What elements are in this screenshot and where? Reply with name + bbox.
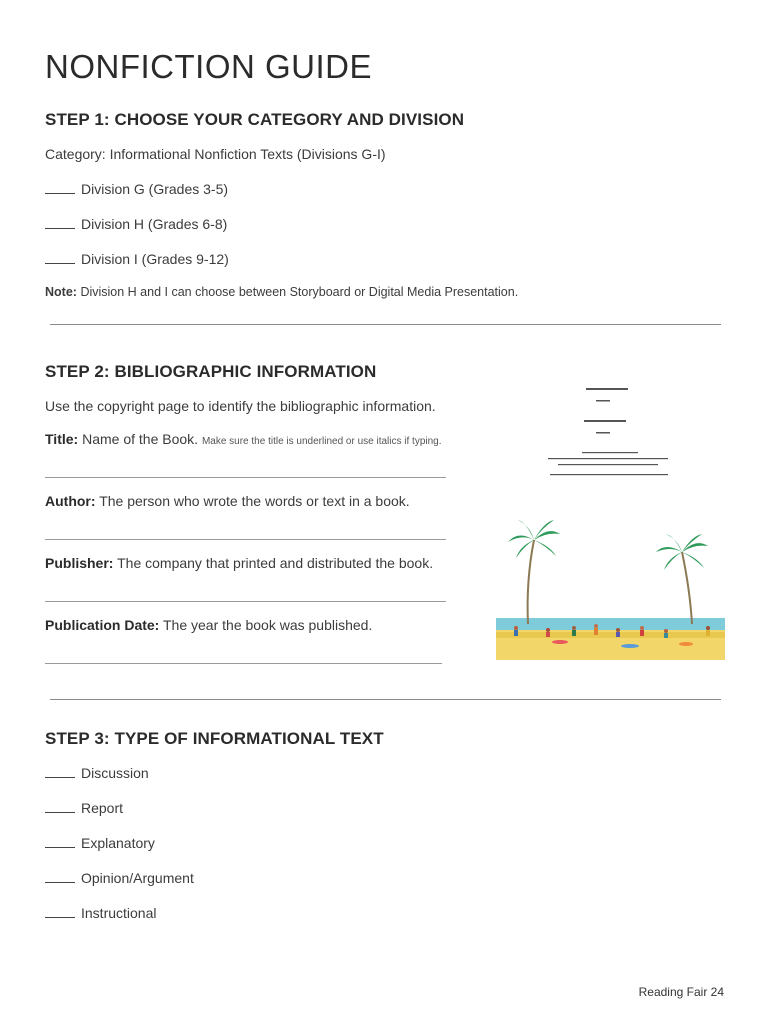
page-footer: Reading Fair 24 — [638, 985, 724, 999]
step1-heading: STEP 1: CHOOSE YOUR CATEGORY AND DIVISION — [45, 110, 465, 129]
division-g-option[interactable] — [45, 181, 228, 197]
text-type-option-instructional[interactable] — [45, 905, 156, 921]
publisher-label: Publisher: — [45, 555, 114, 571]
text-type-option-explanatory[interactable] — [45, 835, 155, 851]
option-label: Instructional — [81, 905, 157, 921]
checkbox-blank[interactable] — [45, 181, 75, 194]
title-hint: Make sure the title is underlined or use italics if typing. — [201, 436, 442, 447]
checkbox-blank[interactable] — [45, 765, 75, 778]
option-label: Report — [81, 800, 124, 816]
author-label: Author: — [45, 493, 96, 509]
title-desc: Name of the Book. — [82, 431, 199, 447]
category-text: Category: Informational Nonfiction Texts (Divisions G-I) — [45, 146, 386, 162]
date-field-label — [45, 617, 372, 633]
title-label: Title: — [45, 431, 79, 447]
author-field-label — [45, 493, 410, 509]
checkbox-blank[interactable] — [45, 216, 75, 229]
option-label: Opinion/Argument — [81, 870, 194, 886]
page-title: NONFICTION GUIDE — [45, 48, 372, 85]
division-h-option[interactable] — [45, 216, 227, 232]
author-write-line[interactable] — [45, 539, 446, 540]
option-label: Division G (Grades 3-5) — [81, 181, 229, 197]
bibliographic-intro: Use the copyright page to identify the bibliographic information. — [45, 398, 436, 414]
step2-heading: STEP 2: BIBLIOGRAPHIC INFORMATION — [45, 362, 377, 381]
publisher-field-label — [45, 555, 433, 571]
divider — [50, 699, 721, 700]
checkbox-blank[interactable] — [45, 870, 75, 883]
copyright-page-image — [496, 380, 725, 660]
option-label: Explanatory — [81, 835, 155, 851]
beach-illustration — [496, 476, 725, 660]
note-text: Division H and I can choose between Storyboard or Digital Media Presentation. — [80, 285, 519, 299]
option-label: Division H (Grades 6-8) — [81, 216, 228, 232]
checkbox-blank[interactable] — [45, 905, 75, 918]
date-label: Publication Date: — [45, 617, 160, 633]
checkbox-blank[interactable] — [45, 835, 75, 848]
checkbox-blank[interactable] — [45, 800, 75, 813]
text-type-option-report[interactable] — [45, 800, 123, 816]
divider — [50, 324, 721, 325]
note — [45, 285, 518, 299]
date-write-line[interactable] — [45, 663, 442, 664]
note-label: Note: — [45, 285, 77, 299]
publisher-desc: The company that printed and distributed the book. — [117, 555, 434, 571]
title-field-label — [45, 431, 442, 447]
publisher-write-line[interactable] — [45, 601, 446, 602]
checkbox-blank[interactable] — [45, 251, 75, 264]
date-desc: The year the book was published. — [163, 617, 373, 633]
author-desc: The person who wrote the words or text in a book. — [99, 493, 410, 509]
option-label: Division I (Grades 9-12) — [81, 251, 229, 267]
text-type-option-discussion[interactable] — [45, 765, 149, 781]
text-type-option-opinion[interactable] — [45, 870, 194, 886]
step3-heading: STEP 3: TYPE OF INFORMATIONAL TEXT — [45, 729, 384, 748]
option-label: Discussion — [81, 765, 149, 781]
division-i-option[interactable] — [45, 251, 229, 267]
title-write-line[interactable] — [45, 477, 446, 478]
